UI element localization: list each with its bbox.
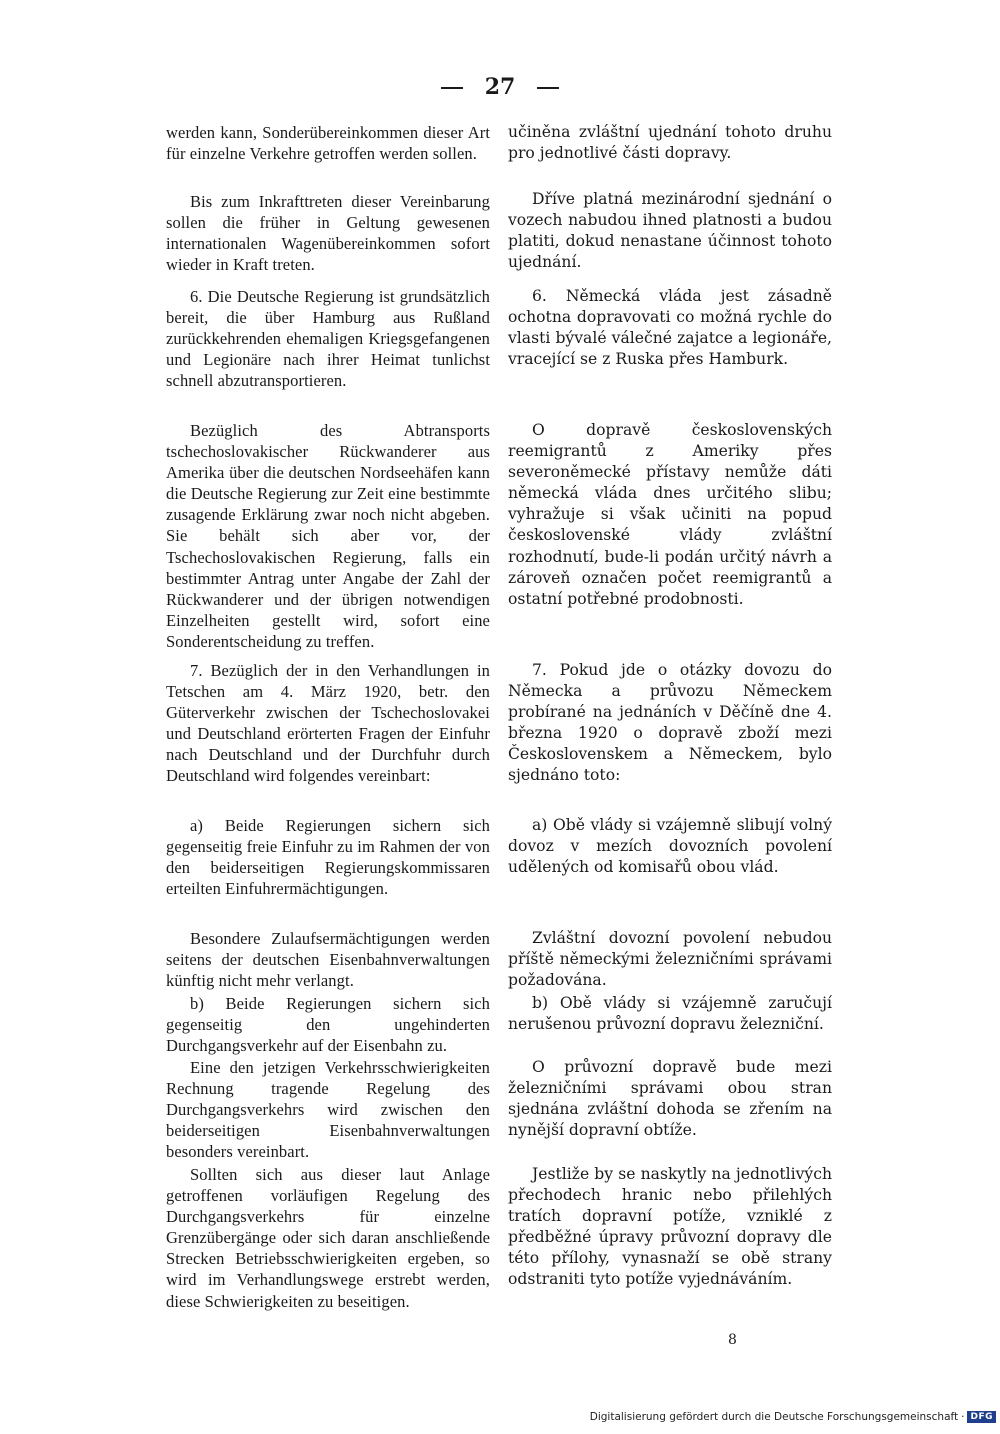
de-paragraph-10: Sollten sich aus dieser laut Anlage getroffenen vorläufigen Regelung des Durchgangsverkehrs für einzelne Grenzübergänge oder sich daran anschließende Strecken Betriebsschwierigkeiten ergeben, so wird im Verhandlungswege erstrebt werden, diese Schwierigkeiten zu beseitigen. (166, 1165, 490, 1311)
de-paragraph-4: Bezüglich des Abtransports tschechoslovakischer Rückwanderer aus Amerika über die deutschen Nordseehäfen kann die Deutsche Regierung zur Zeit eine bestimmte zusagende Erklärung zwar noch nicht abgeben. Sie behält sich aber vor, der Tschechoslovakischen Regierung, falls ein bestimmter Antrag unter Angabe der Zahl der Rückwanderer und der übrigen notwendigen Einzelheiten gestellt wird, sofort eine Sonderentscheidung zu treffen. (166, 421, 490, 651)
de-paragraph-7: Besondere Zulaufsermächtigungen werden seitens der deutschen Eisenbahnverwaltungen künftig nicht mehr verlangt. (166, 929, 490, 991)
de-paragraph-2: Bis zum Inkrafttreten dieser Vereinbarung sollen die früher in Geltung gewesenen internationalen Wagenübereinkommen sofort wieder in Kraft treten. (166, 192, 490, 275)
cz-paragraph-10: Jestliže by se naskytly na jednotlivých přechodech hranic nebo přilehlých tratích dopravní potíže, vzniklé z předběžné úpravy průvozní dopravy dle této přílohy, vynasnaží se obě strany odstraniti tyto potíže vyjednáváním. (508, 1165, 832, 1289)
cz-paragraph-8: b) Obě vlády si vzájemně zaručují nerušenou průvozní dopravu železniční. (508, 994, 832, 1034)
sheet-marker: 8 (728, 1332, 737, 1348)
de-paragraph-5: 7. Bezüglich der in den Verhandlungen in Tetschen am 4. März 1920, betr. den Güterverkehr zwischen der Tschechoslovakei und Deutschland erörterten Fragen der Einfuhr nach Deutschland und der Durchfuhr durch Deutschland wird folgendes vereinbart: (166, 661, 490, 786)
cz-paragraph-6: a) Obě vlády si vzájemně slibují volný dovoz v mezích dovozních povolení udělených od komisařů obou vlád. (508, 816, 832, 877)
footer-separator: · (961, 1411, 965, 1423)
de-paragraph-9: Eine den jetzigen Verkehrsschwierigkeiten Rechnung tragende Regelung des Durchgangsverkehrs wird zwischen den beiderseitigen Eisenbahnverwaltungen besonders vereinbart. (166, 1058, 490, 1162)
cz-paragraph-7: Zvláštní dovozní povolení nebudou příště německými železničními správami požadována. (508, 929, 832, 990)
page-header (0, 74, 1000, 100)
cz-paragraph-5: 7. Pokud jde o otázky dovozu do Německa a průvozu Německem probírané na jednáních v Děčíně dne 4. března 1920 o dopravě zboží mezi Československem a Německem, bylo sjednáno toto: (508, 661, 832, 785)
cz-paragraph-4: O dopravě československých reemigrantů z Ameriky přes severoněmecké přístavy nemůže dáti německá vláda dnes určitého slibu; vyhražuje si však učiniti na popud československé vlády zvláštní rozhodnutí, bude-li podán určitý návrh a zároveň označen počet reemigrantů a ostatní potřebné prodobnosti. (508, 421, 832, 608)
dfg-logo-icon: DFG (967, 1411, 996, 1423)
cz-paragraph-9: O průvozní dopravě bude mezi železničními správami obou stran sjednána zvláštní dohoda se zřením na nynější dopravní obtíže. (508, 1058, 832, 1140)
footer-text: Digitalisierung gefördert durch die Deutsche Forschungsgemeinschaft (589, 1411, 959, 1423)
de-paragraph-3: 6. Die Deutsche Regierung ist grundsätzlich bereit, die über Hamburg aus Rußland zurückkehrenden ehemaligen Kriegsgefangenen und Legionäre nach ihrer Heimat tunlichst schnell abzutransportieren. (166, 287, 490, 391)
digitization-footer (590, 1411, 996, 1423)
cz-paragraph-1: učiněna zvláštní ujednání tohoto druhu pro jednotlivé části dopravy. (508, 123, 832, 163)
page-number: 27 (484, 74, 516, 100)
header-dash-left (441, 87, 463, 89)
de-paragraph-6: a) Beide Regierungen sichern sich gegenseitig freie Einfuhr zu im Rahmen der von den beiderseitigen Regierungskommissaren erteilten Einfuhrermächtigungen. (166, 816, 490, 899)
de-paragraph-1: werden kann, Sonderübereinkommen dieser Art für einzelne Verkehre getroffen werden sollen. (166, 123, 490, 164)
header-dash-right (537, 87, 559, 89)
cz-paragraph-3: 6. Německá vláda jest zásadně ochotna dopravovati co možná rychle do vlasti bývalé válečné zajatce a legionáře, vracející se z Ruska přes Hamburk. (508, 287, 832, 369)
cz-paragraph-2: Dříve platná mezinárodní sjednání o vozech nabudou ihned platnosti a budou platiti, dokud nenastane účinnost tohoto ujednání. (508, 190, 832, 272)
de-paragraph-8: b) Beide Regierungen sichern sich gegenseitig den ungehinderten Durchgangsverkehr auf der Eisenbahn zu. (166, 994, 490, 1056)
